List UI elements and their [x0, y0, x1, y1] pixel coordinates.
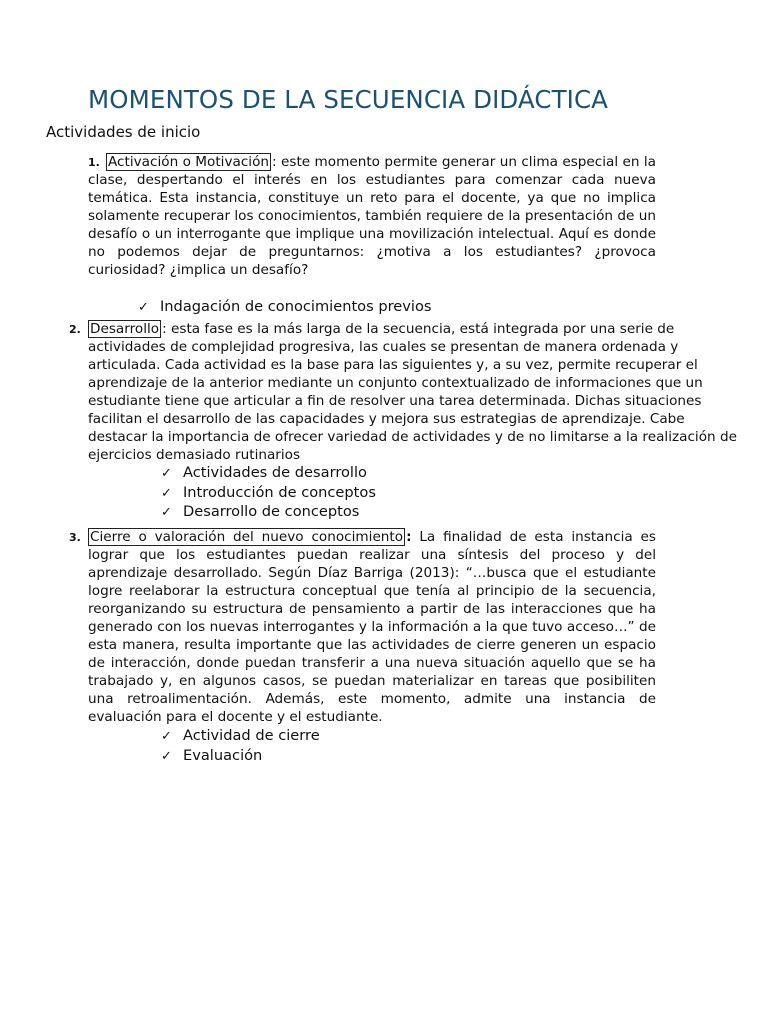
check-icon: ✓: [161, 749, 172, 764]
check-label: Actividad de cierre: [183, 727, 320, 744]
check-item-1-1: [138, 298, 432, 315]
check-label: Introducción de conceptos: [183, 484, 376, 501]
item-2-paragraph: [88, 320, 744, 464]
list-number-2: 2.: [69, 323, 81, 336]
document-title: MOMENTOS DE LA SECUENCIA DIDÁCTICA: [88, 85, 609, 114]
item-3-separator: :: [406, 529, 412, 545]
item-3-text: La finalidad de esta instancia es lograr que los estudiantes puedan realizar una síntesis del proceso y del aprendizaje desarrollado. Según Díaz Barriga (2013): “…busca que el estudiante logre reelaborar la estructura conceptual que tenía al principio de la secuencia, reorganizando su estructura de pensamiento a partir de las interacciones que ha generado con los nuevas interrogantes y la información a la que tuvo acceso…” de esta manera, resulta importante que las actividades de cierre generen un espacio de interacción, donde puedan transferir a una nueva situación aquello que se ha trabajado y, en algunos casos, se puedan materializar en tareas que posibiliten una retroalimentación. Además, este momento, admite una instancia de evaluación para el docente y el estudiante.: [88, 529, 656, 725]
item-1-separator: :: [272, 154, 277, 170]
item-2-text: esta fase es la más larga de la secuencia, está integrada por una serie de actividades de complejidad progresiva, las cuales se presentan de manera ordenada y articulada. Cada actividad es la base para las siguientes y, a su vez, permite recuperar el aprendizaje de la anterior mediante un conjunto contextualizado de informaciones que un estudiante tiene que articular a fin de resolver una tarea determinada. Dichas situaciones facilitan el desarrollo de las capacidades y mejora sus estrategias de aprendizaje. Cabe destacar la importancia de ofrecer variedad de actividades y de no limitarse a la realización de ejercicios demasiado rutinarios: [88, 321, 737, 463]
check-label: Desarrollo de conceptos: [183, 503, 360, 520]
check-item-2-3: [161, 503, 359, 520]
check-icon: ✓: [161, 729, 172, 744]
item-2-separator: :: [162, 321, 167, 337]
list-number-3: 3.: [69, 531, 81, 544]
item-1-heading: Activación o Motivación: [108, 154, 270, 170]
check-icon: ✓: [161, 466, 172, 481]
check-icon: ✓: [161, 505, 172, 520]
item-1-text: este momento permite generar un clima especial en la clase, despertando el interés en los estudiantes para comenzar cada nueva temática. Esta instancia, constituye un reto para el docente, ya que no implica solamente recuperar los conocimientos, también requiere de la presentación de un desafío o un interrogante que implique una movilización intelectual. Aquí es donde no podemos dejar de preguntarnos: ¿motiva a los estudiantes? ¿provoca curiosidad? ¿implica un desafío?: [88, 154, 657, 278]
check-item-2-1: [161, 464, 367, 481]
item-1-paragraph: [88, 153, 656, 279]
section-subtitle: Actividades de inicio: [46, 123, 201, 141]
item-2-heading: Desarrollo: [90, 321, 160, 337]
item-3-heading: Cierre o valoración del nuevo conocimiento: [90, 529, 404, 545]
list-number-1: 1.: [88, 156, 100, 169]
check-item-3-2: [161, 747, 262, 764]
item-3-paragraph: [88, 528, 656, 726]
check-label: Evaluación: [183, 747, 263, 764]
check-icon: ✓: [161, 486, 172, 501]
check-item-3-1: [161, 727, 320, 744]
check-item-2-2: [161, 484, 376, 501]
check-label: Actividades de desarrollo: [183, 464, 367, 481]
check-icon: ✓: [138, 300, 149, 315]
check-label: Indagación de conocimientos previos: [160, 298, 432, 315]
